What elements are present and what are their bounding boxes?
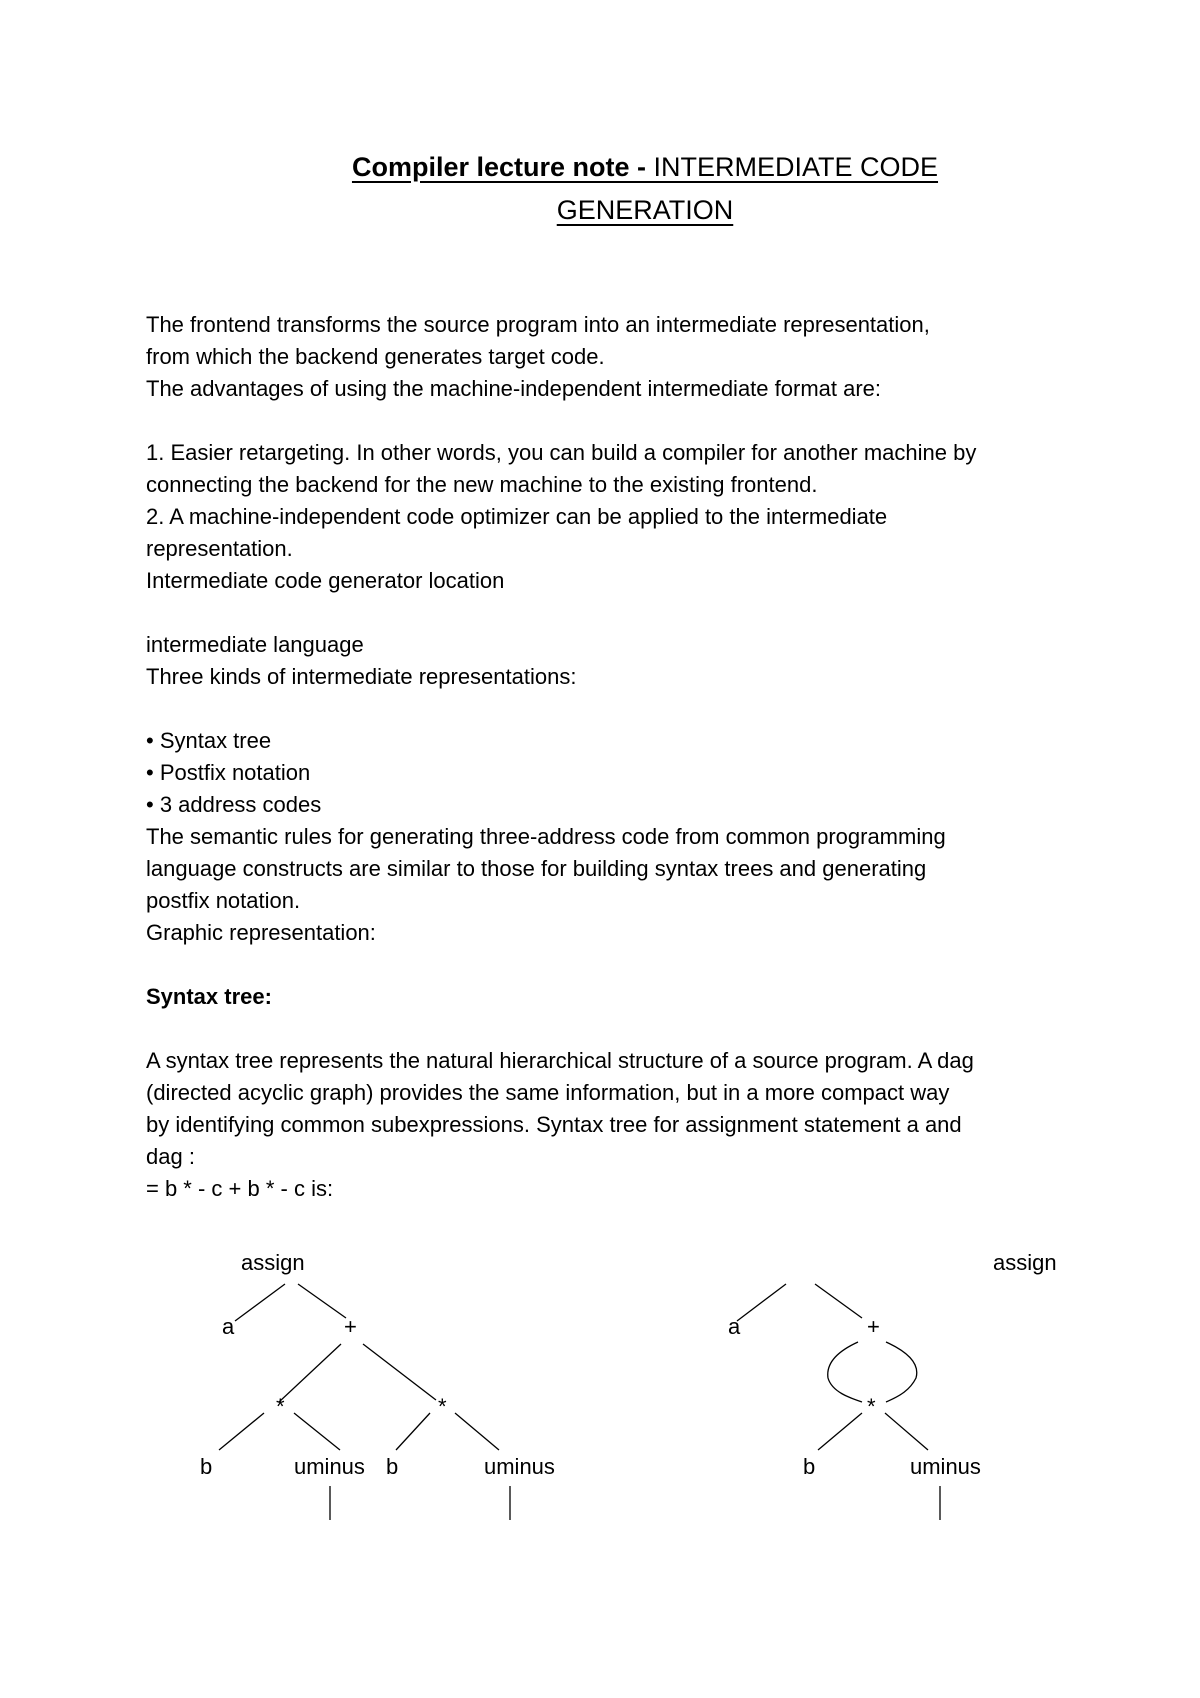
tree-node-star-2: * bbox=[438, 1394, 447, 1419]
dag-node-uminus: uminus bbox=[910, 1454, 981, 1479]
dag-node-assign: assign bbox=[993, 1250, 1057, 1275]
three-kinds-line: Three kinds of intermediate representations: bbox=[146, 664, 577, 689]
syntax-line-1: A syntax tree represents the natural hierarchical structure of a source program. A dag bbox=[146, 1048, 974, 1073]
bullet-item: • Postfix notation bbox=[146, 760, 311, 785]
dag-node-b: b bbox=[803, 1454, 816, 1479]
tree-edge bbox=[455, 1413, 499, 1450]
tree-node-b-1: b bbox=[200, 1454, 213, 1479]
dag-node-a: a bbox=[728, 1314, 741, 1339]
tree-edge bbox=[396, 1413, 430, 1450]
intro-line-3: The advantages of using the machine-independent intermediate format are: bbox=[146, 376, 882, 401]
tree-node-uminus-1: uminus bbox=[294, 1454, 365, 1479]
dag-edge bbox=[818, 1413, 862, 1450]
tree-node-assign: assign bbox=[241, 1250, 305, 1275]
tree-edge bbox=[235, 1284, 285, 1321]
tree-edge bbox=[219, 1413, 264, 1450]
tree-edge bbox=[279, 1344, 341, 1402]
intro-line-1: The frontend transforms the source program into an intermediate representation, bbox=[146, 312, 930, 337]
dag-edge-curve-left bbox=[828, 1342, 862, 1402]
tree-node-star-1: * bbox=[276, 1394, 285, 1419]
bullet-item: • 3 address codes bbox=[146, 792, 322, 817]
syntax-line-2: (directed acyclic graph) provides the same information, but in a more compact way bbox=[146, 1080, 950, 1105]
tree-edge bbox=[363, 1344, 436, 1400]
tree-edge bbox=[294, 1413, 340, 1450]
advantage-2-line-1: 2. A machine-independent code optimizer can be applied to the intermediate bbox=[146, 504, 888, 529]
semantic-line-3: postfix notation. bbox=[146, 888, 301, 913]
title-rest: INTERMEDIATE CODE bbox=[646, 152, 939, 182]
syntax-tree-heading: Syntax tree: bbox=[146, 984, 272, 1009]
tree-node-plus: + bbox=[344, 1314, 357, 1339]
semantic-line-1: The semantic rules for generating three-address code from common programming bbox=[146, 824, 946, 849]
semantic-line-2: language constructs are similar to those for building syntax trees and generating bbox=[146, 856, 927, 881]
dag-edge bbox=[815, 1284, 862, 1318]
page-title-line2: GENERATION bbox=[556, 195, 734, 225]
dag-node-star: * bbox=[867, 1394, 876, 1419]
advantage-1-line-2: connecting the backend for the new machine to the existing frontend. bbox=[146, 472, 818, 497]
tree-node-uminus-2: uminus bbox=[484, 1454, 555, 1479]
advantage-1-line-1: 1. Easier retargeting. In other words, you can build a compiler for another machine by bbox=[146, 440, 977, 465]
title-bold: Compiler lecture note - bbox=[351, 152, 646, 182]
intro-line-2: from which the backend generates target code. bbox=[146, 344, 605, 369]
advantage-2-line-2: representation. bbox=[146, 536, 293, 561]
dag-edge-curve-right bbox=[886, 1342, 917, 1402]
il-line: intermediate language bbox=[146, 632, 364, 657]
tree-edge bbox=[298, 1284, 346, 1318]
syntax-line-5: = b * - c + b * - c is: bbox=[146, 1176, 334, 1201]
location-line: Intermediate code generator location bbox=[146, 568, 505, 593]
dag-edge bbox=[737, 1284, 786, 1321]
graphic-line: Graphic representation: bbox=[146, 920, 376, 945]
dag-edge bbox=[885, 1413, 928, 1450]
syntax-line-4: dag : bbox=[146, 1144, 195, 1169]
tree-node-a: a bbox=[222, 1314, 235, 1339]
syntax-line-3: by identifying common subexpressions. Syntax tree for assignment statement a and bbox=[146, 1112, 962, 1137]
dag-node-plus: + bbox=[867, 1314, 880, 1339]
bullet-item: • Syntax tree bbox=[146, 728, 272, 753]
tree-node-b-2: b bbox=[386, 1454, 399, 1479]
